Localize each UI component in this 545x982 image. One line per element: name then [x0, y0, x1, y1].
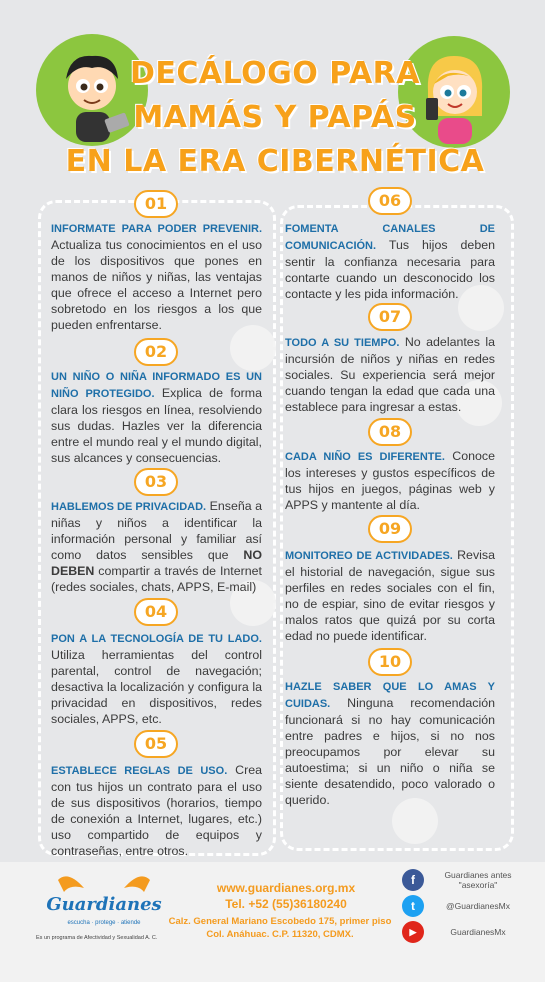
item-heading: MONITOREO DE ACTIVIDADES. — [285, 550, 453, 562]
program-note: Es un programa de Afectividad y Sexualidad A. C. — [36, 935, 158, 941]
item-heading: INFORMATE PARA PODER PREVENIR. — [51, 223, 262, 235]
guardianes-logo — [46, 870, 162, 930]
item-text: Explica de forma clara los riesgos en línea, resolviendo sus dudas. Hazles ver la diferencia entre el mundo real y el mundo digital, sus alcances y consecuencias. — [51, 386, 262, 465]
title-line-3: EN LA ERA CIBERNÉTICA — [65, 144, 485, 179]
item-text: Conoce los intereses y gustos específicos de tus hijos en juegos, páginas web y APPS y mantente al día. — [285, 449, 495, 512]
item-text: No adelantes la incursión de niños y niñas en redes sociales. Su experiencia será mejor cuando tengan la edad que cada una establece para ingresar a estas. — [285, 335, 495, 414]
phone-number: Tel. +52 (55)36180240 — [225, 897, 347, 911]
item-text: Revisa el historial de navegación, sigue sus perfiles en redes sociales con el fin, no de espiar, sino de evitar riesgos y malos ratos que quizá por su corta edad no puede identificar. — [285, 548, 495, 643]
twitter-label[interactable]: @GuardianesMx — [446, 901, 510, 911]
item-heading: PON A LA TECNOLOGÍA DE TU LADO. — [51, 633, 262, 645]
page-title — [60, 52, 490, 184]
number-badge-05: 05 — [134, 730, 178, 758]
number-badge-09: 09 — [368, 515, 412, 543]
item-01 — [51, 220, 262, 333]
number-badge-03: 03 — [134, 468, 178, 496]
item-heading: CADA NIÑO ES DIFERENTE. — [285, 451, 445, 463]
website-link[interactable]: www.guardianes.org.mx — [216, 881, 356, 895]
logo-tagline: escucha · protege · atiende — [67, 920, 141, 926]
item-heading: UN NIÑO O NIÑA INFORMADO ES UN NIÑO PROTEGIDO. — [51, 371, 262, 400]
item-heading: HAZLE SABER QUE LO AMAS Y CUIDAS. — [285, 681, 495, 710]
address-line-2: Col. Anáhuac. C.P. 11320, CDMX. — [206, 929, 354, 940]
title-line-1: DECÁLOGO PARA — [129, 56, 421, 91]
item-text: Enseña a niñas y niños a identificar la información personal y familiar así como datos sensibles que — [51, 499, 262, 562]
youtube-icon[interactable]: ▶ — [402, 921, 424, 943]
address-line-1: Calz. General Mariano Escobedo 175, primer piso — [168, 916, 392, 927]
title-line-2: MAMÁS Y PAPÁS — [133, 100, 417, 135]
item-text-2: compartir a través de Internet (redes sociales, chats, APPS, E-mail) — [51, 564, 262, 594]
item-heading: FOMENTA CANALES DE COMUNICACIÓN. — [285, 223, 495, 252]
number-badge-04: 04 — [134, 598, 178, 626]
item-text: Ninguna recomendación funcionará si no hay comunicación entre padres e hijos, si no nos preocupamos por elevar su autoestima; si un niño o niña se siente desatendido, poco valorado o querido. — [285, 696, 495, 807]
address — [160, 915, 400, 941]
item-06 — [285, 220, 495, 302]
item-text: Crea con tus hijos un contrato para el uso de sus dispositivos (horarios, tiempo de conexión a Internet, lugares, etc.) uso compartido de equipos y contraseñas, entre otros. — [51, 763, 262, 858]
number-badge-06: 06 — [368, 187, 412, 215]
item-09 — [285, 547, 495, 644]
youtube-label[interactable]: GuardianesMx — [450, 927, 506, 937]
item-08 — [285, 448, 495, 513]
item-text: Tus hijos deben sentir la confianza necesaria para contarte cuando un desconocido los contacte y les pida información. — [285, 238, 495, 301]
item-04 — [51, 630, 262, 727]
item-05 — [51, 762, 262, 859]
item-07 — [285, 334, 495, 415]
item-bold: NO DEBEN — [51, 548, 262, 578]
item-03 — [51, 498, 262, 595]
item-02 — [51, 368, 262, 466]
number-badge-01: 01 — [134, 190, 178, 218]
number-badge-08: 08 — [368, 418, 412, 446]
item-heading: ESTABLECE REGLAS DE USO. — [51, 765, 228, 777]
number-badge-02: 02 — [134, 338, 178, 366]
item-heading: HABLEMOS DE PRIVACIDAD. — [51, 501, 207, 513]
facebook-icon[interactable]: f — [402, 869, 424, 891]
number-badge-10: 10 — [368, 648, 412, 676]
facebook-label[interactable]: Guardianes antes "asexoría" — [444, 870, 512, 890]
item-10 — [285, 678, 495, 808]
twitter-icon[interactable]: t — [402, 895, 424, 917]
item-heading: TODO A SU TIEMPO. — [285, 337, 400, 349]
logo-text: Guardianes — [46, 894, 162, 915]
item-text: Actualiza tus conocimientos en el uso de los dispositivos que pones en manos de niños y niñas, las ventajas que ofrece el acceso a Internet pero sobretodo en los riesgos a los que pueden enfrentarse. — [51, 238, 262, 332]
item-text: Utiliza herramientas del control parental, control de navegación; desactiva la localización y configura la privacidad en dispositivos, redes sociales, APPS, etc. — [51, 648, 262, 726]
number-badge-07: 07 — [368, 303, 412, 331]
